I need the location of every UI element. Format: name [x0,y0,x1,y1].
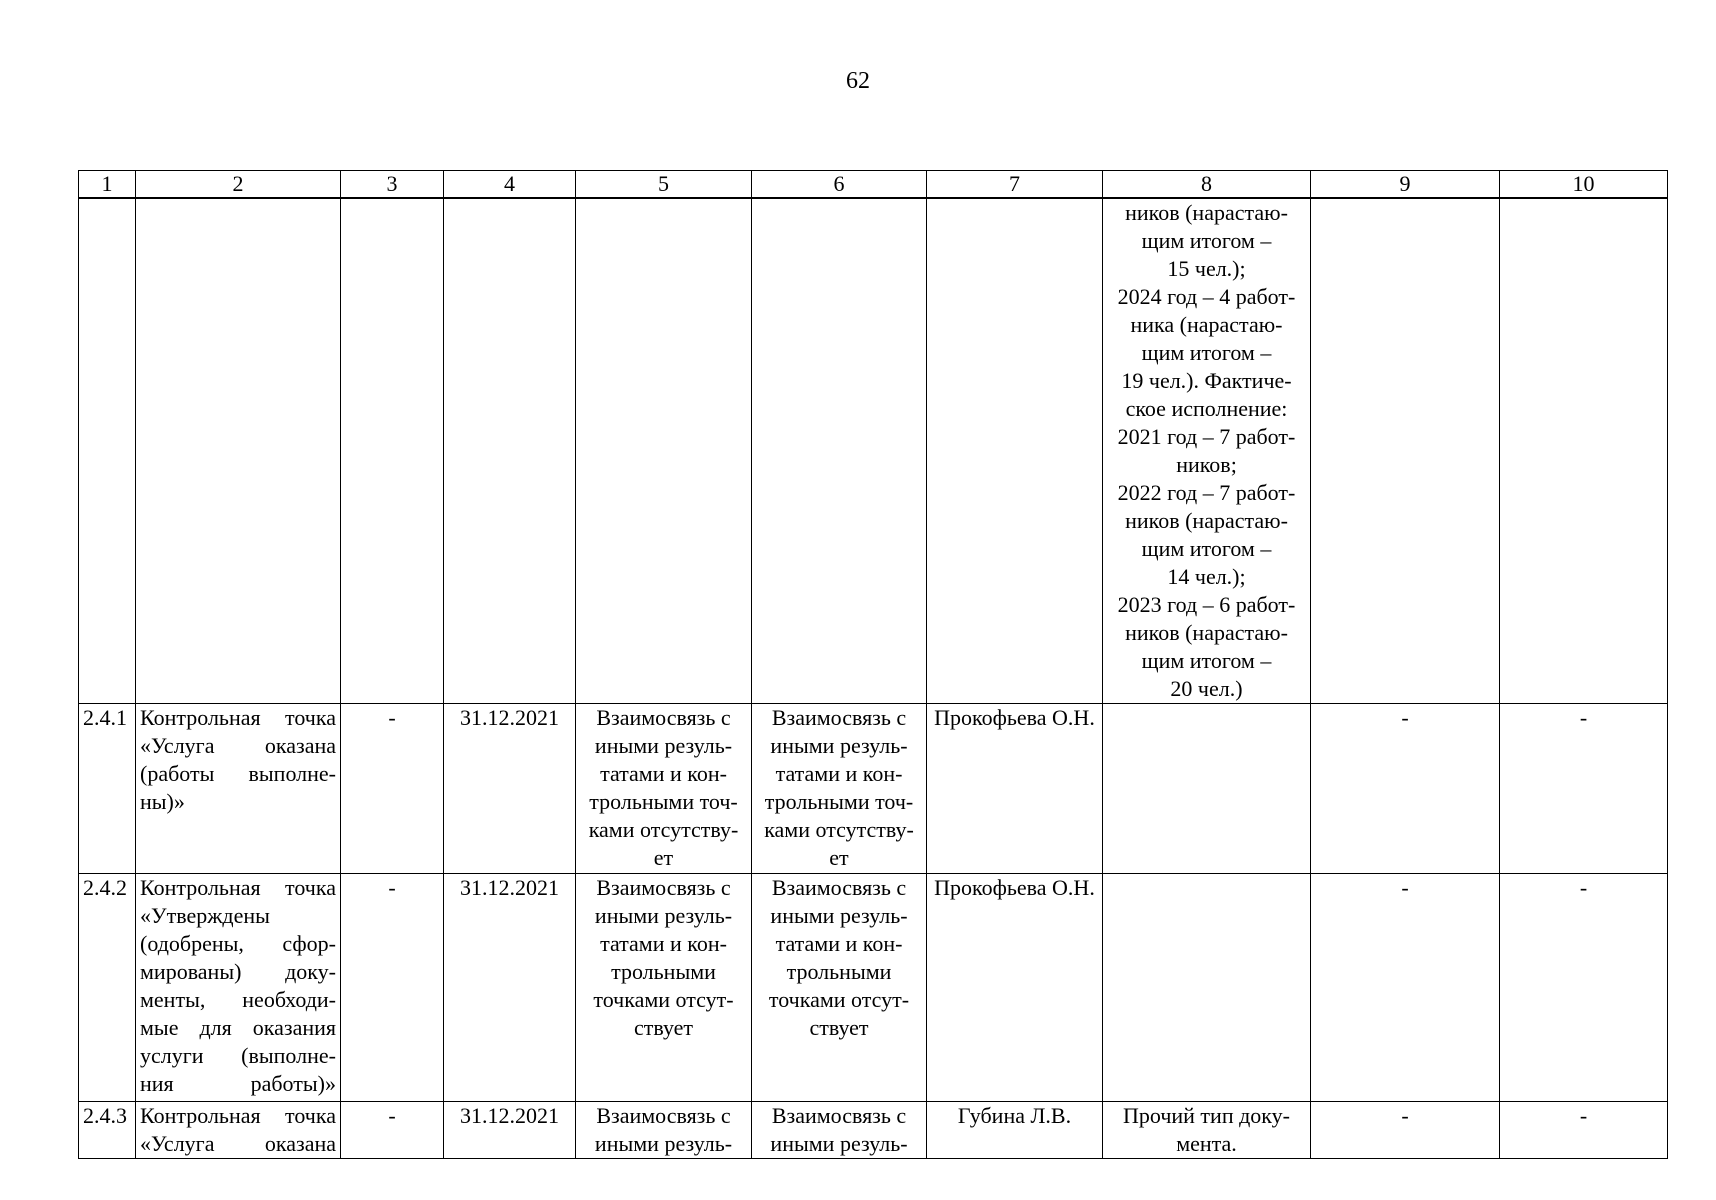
cell-col10: - [1500,1102,1668,1159]
text-line: иными резуль- [770,903,908,928]
text-line: 19 чел.). Фактиче- [1121,368,1292,393]
table-cell [927,198,1103,704]
continuation-row [79,198,1668,704]
text-line: иными резуль- [770,1131,908,1156]
text-line: трольными точ- [764,789,914,814]
text-line: трольными [786,959,892,984]
text-line: Взаимосвязь с [596,1103,731,1128]
text-line: Взаимосвязь с [771,875,907,900]
text-line: «Услуга оказана [140,733,336,758]
table-cell [752,198,927,704]
column-header: 9 [1311,171,1500,199]
milestone-name [136,874,341,1102]
column-header: 2 [136,171,341,199]
text-line: (работы выполне- [140,761,336,786]
text-line: «Услуга оказана [140,1131,336,1156]
text-line: 2022 год – 7 работ- [1117,480,1296,505]
relation-cell [752,874,927,1102]
relation-cell [576,704,752,874]
cell-col3: - [341,1102,444,1159]
column-header: 1 [79,171,136,199]
text-line: 15 чел.); [1167,256,1246,281]
table-row [79,704,1668,874]
cell-col9: - [1311,704,1500,874]
text-line: иными резуль- [594,733,733,758]
plan-table [78,170,1668,1159]
text-line: ет [653,845,674,870]
text-line: (одобрены, сфор- [140,931,336,956]
table-cell [576,198,752,704]
text-line: ское исполнение: [1125,396,1288,421]
text-line: иными резуль- [594,1131,733,1156]
result-cell [1103,704,1311,874]
text-line: Прочий тип доку- [1123,1103,1290,1128]
text-line: ния работы)» [140,1071,336,1096]
text-line: 20 чел.) [1170,676,1243,701]
column-header: 3 [341,171,444,199]
text-line: услуги (выполне- [140,1043,336,1068]
text-line: ников (нарастаю- [1125,200,1288,225]
cell-col10: - [1500,874,1668,1102]
text-line: щим итогом – [1141,648,1272,673]
column-header: 5 [576,171,752,199]
result-cell [1103,874,1311,1102]
row-number: 2.4.3 [79,1102,136,1159]
text-line: 2023 год – 6 работ- [1117,592,1296,617]
text-line: ками отсутству- [588,817,739,842]
text-line: щим итогом – [1141,536,1272,561]
deadline-date: 31.12.2021 [444,704,576,874]
table-cell [136,198,341,704]
text-line: трольными точ- [589,789,738,814]
deadline-date: 31.12.2021 [444,874,576,1102]
text-line: ников; [1176,452,1237,477]
relation-cell [752,1102,927,1159]
text-line: мента. [1176,1131,1237,1156]
text-line: иными резуль- [770,733,908,758]
text-line: Взаимосвязь с [596,705,731,730]
deadline-date: 31.12.2021 [444,1102,576,1159]
text-line: иными резуль- [594,903,733,928]
text-line: щим итогом – [1141,340,1272,365]
text-line: татами и кон- [775,931,903,956]
text-line: точками отсут- [768,987,910,1012]
text-line: 2021 год – 7 работ- [1117,424,1296,449]
cell-col10: - [1500,704,1668,874]
text-line: 2024 год – 4 работ- [1117,284,1296,309]
column-header: 7 [927,171,1103,199]
column-header: 10 [1500,171,1668,199]
relation-cell [752,704,927,874]
table-row [79,1102,1668,1159]
text-line: ет [829,845,849,870]
row-number: 2.4.2 [79,874,136,1102]
table-cell [79,198,136,704]
cell-col9: - [1311,874,1500,1102]
responsible-person: Губина Л.В. [927,1102,1103,1159]
result-cell [1103,1102,1311,1159]
text-line: Взаимосвязь с [771,705,907,730]
text-line: щим итогом – [1141,228,1272,253]
cell-col3: - [341,704,444,874]
table-cell [1311,198,1500,704]
text-line: точками отсут- [593,987,734,1012]
text-line: Контрольная точка [140,875,336,900]
text-line: татами и кон- [600,761,727,786]
text-line: ствует [633,1015,694,1040]
column-header: 4 [444,171,576,199]
text-line: Взаимосвязь с [771,1103,907,1128]
text-line: Контрольная точка [140,705,336,730]
text-line: Контрольная точка [140,1103,336,1128]
text-line: ников (нарастаю- [1125,508,1288,533]
cell-col3: - [341,874,444,1102]
text-line: Взаимосвязь с [596,875,731,900]
milestone-name [136,1102,341,1159]
text-line: трольными [611,959,716,984]
column-header: 8 [1103,171,1311,199]
responsible-person: Прокофьева О.Н. [927,874,1103,1102]
table-cell [1500,198,1668,704]
result-cell [1103,198,1311,704]
relation-cell [576,1102,752,1159]
text-line: ны)» [140,789,185,814]
header-row [79,171,1668,199]
milestone-name [136,704,341,874]
text-line: ками отсутству- [764,817,914,842]
table-row [79,874,1668,1102]
text-line: «Утверждены [140,903,270,928]
text-line: татами и кон- [600,931,727,956]
column-header: 6 [752,171,927,199]
text-line: менты, необходи- [140,987,336,1012]
page-number: 62 [846,68,870,94]
responsible-person: Прокофьева О.Н. [927,704,1103,874]
text-line: ника (нарастаю- [1130,312,1283,337]
row-number: 2.4.1 [79,704,136,874]
table-cell [444,198,576,704]
text-line: мированы) доку- [140,959,336,984]
text-line: 14 чел.); [1167,564,1246,589]
text-line: ствует [809,1015,869,1040]
text-line: татами и кон- [775,761,903,786]
cell-col9: - [1311,1102,1500,1159]
text-line: ников (нарастаю- [1125,620,1288,645]
table-cell [341,198,444,704]
text-line: мые для оказания [140,1015,336,1040]
relation-cell [576,874,752,1102]
